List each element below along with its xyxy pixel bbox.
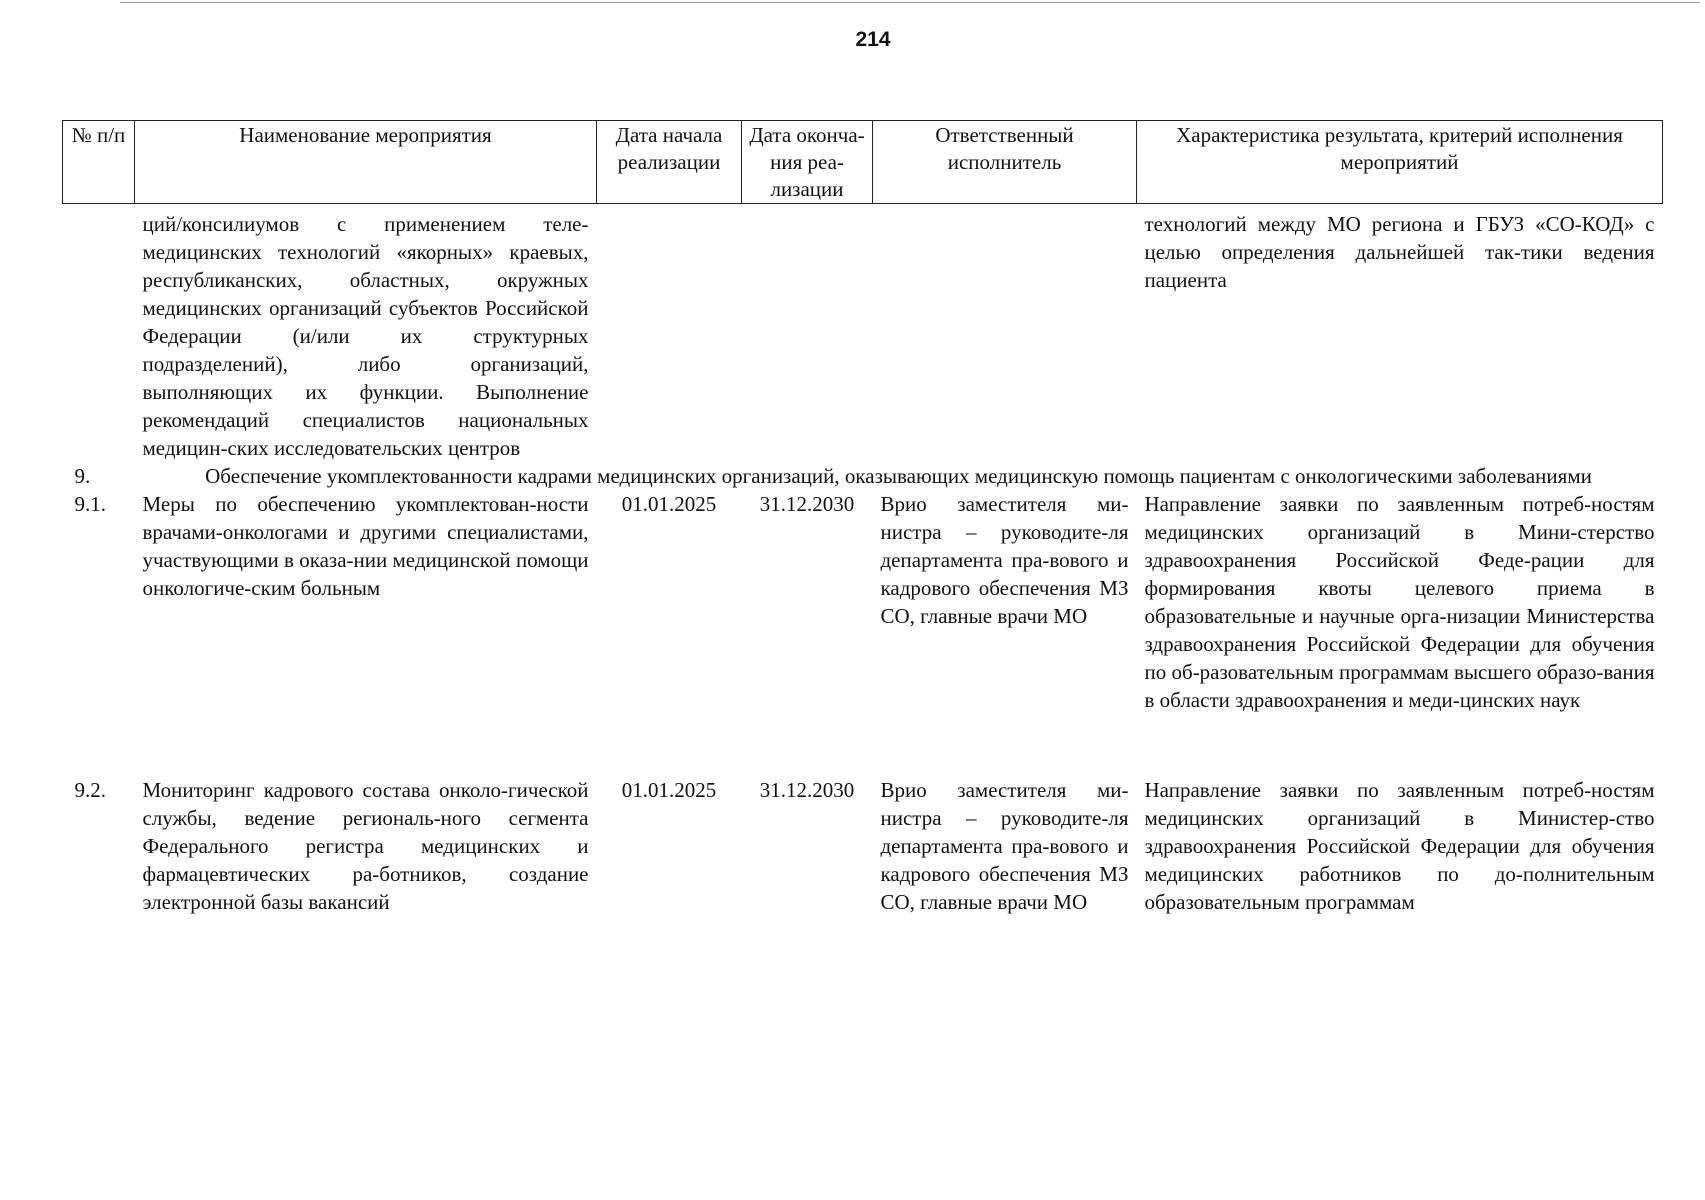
header-result: Характеристика результата, критерий исполнения мероприятий — [1137, 121, 1663, 204]
header-end-date: Дата оконча-ния реа-лизации — [742, 121, 873, 204]
row-responsible: Врио заместителя ми-нистра – руководите-ля департамента пра-вового и кадрового обеспечения МЗ СО, главные врачи МО — [880, 778, 1129, 914]
row-name: Мониторинг кадрового состава онколо-гической службы, ведение региональ-ного сегмента Федерального регистра медицинских и фармацевтических ра-ботников, создание электронной базы вакансий — [142, 778, 589, 914]
continuation-number-cell — [63, 204, 135, 463]
row-start-date: 01.01.2025 — [621, 778, 717, 802]
row-result: Направление заявки по заявленным потреб-ностям медицинских организаций в Мини-стерство здравоохранения Российской Феде-рации для формирования квоты целевого приема в образовательные и научные орга-низации Министерства здравоохранения Российской Федерации для обучения по об-разовательным программам высшего образо-вания в области здравоохранения и меди-цинских наук — [1144, 492, 1655, 712]
section-number: 9. — [74, 464, 91, 488]
row-name: Меры по обеспечению укомплектован-ности врачами-онкологами и другими специалистами, участвующими в оказа-нии медицинской помощи онкологиче-ским больным — [142, 492, 589, 600]
table-row-continuation — [63, 204, 1663, 463]
table-row — [63, 776, 1663, 916]
continuation-result: технологий между МО региона и ГБУЗ «СО-КОД» с целью определения дальнейшей так-тики ведения пациента — [1144, 212, 1655, 292]
row-number: 9.2. — [74, 778, 106, 802]
header-responsible: Ответственный исполнитель — [873, 121, 1137, 204]
continuation-name: ций/консилиумов с применением теле-медицинских технологий «якорных» краевых, республиканских, областных, окружных медицинских организаций субъектов Российской Федерации (и/или их структурных подразделений), либо организаций, выполняющих их функции. Выполнение рекомендаций специалистов национальных медицин-ских исследовательских центров — [142, 212, 589, 460]
row-end-date: 31.12.2030 — [759, 778, 855, 802]
row-start-date: 01.01.2025 — [621, 492, 717, 516]
header-name: Наименование мероприятия — [135, 121, 597, 204]
continuation-responsible-cell — [873, 204, 1137, 463]
continuation-end-cell — [742, 204, 873, 463]
header-start-date: Дата начала реализации — [597, 121, 742, 204]
row-responsible: Врио заместителя ми-нистра – руководите-ля департамента пра-вового и кадрового обеспечения МЗ СО, главные врачи МО — [880, 492, 1129, 628]
section-title: Обеспечение укомплектованности кадрами медицинских организаций, оказывающих медицинскую помощь пациентам с онкологическими заболеваниями — [205, 464, 1592, 488]
row-end-date: 31.12.2030 — [759, 492, 855, 516]
activities-table — [62, 120, 1663, 916]
top-rule — [120, 2, 1700, 3]
table-row — [63, 490, 1663, 776]
section-row — [63, 462, 1663, 490]
header-number: № п/п — [63, 121, 135, 204]
row-result: Направление заявки по заявленным потреб-ностям медицинских организаций в Министер-ство здравоохранения Российской Федерации для обучения медицинских работников по до-полнительным образовательным программам — [1144, 778, 1655, 914]
row-number: 9.1. — [74, 492, 106, 516]
page-number: 214 — [855, 28, 891, 51]
continuation-start-cell — [597, 204, 742, 463]
table-header-row — [63, 121, 1663, 204]
